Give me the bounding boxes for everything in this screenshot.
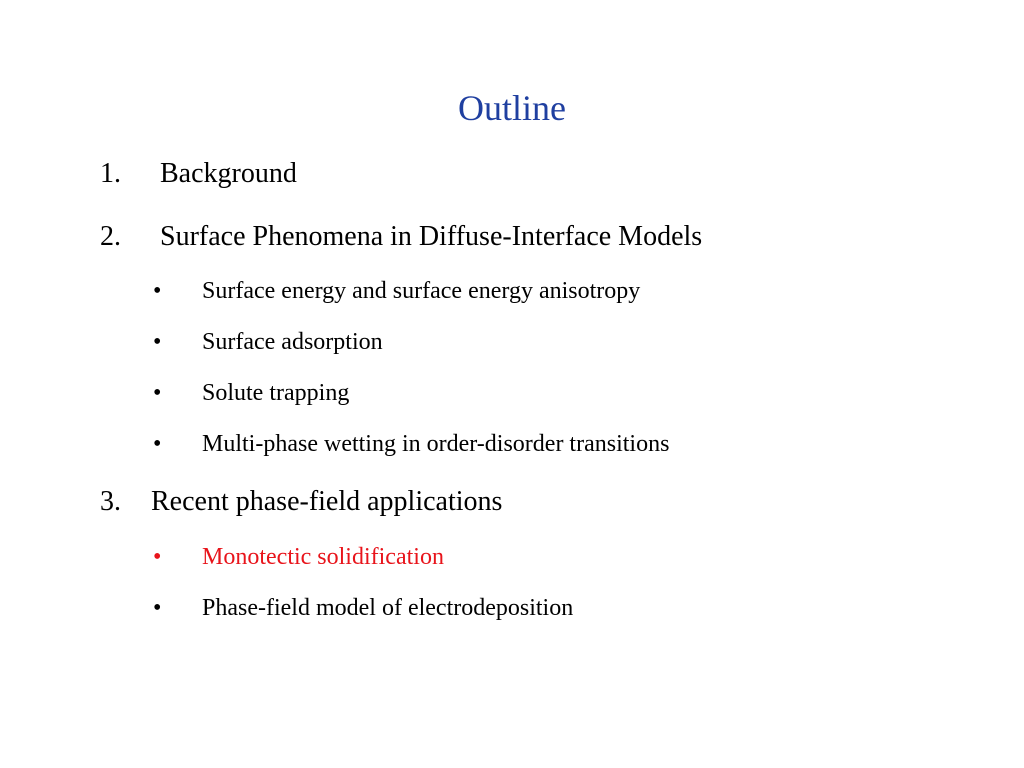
item-label: Surface Phenomena in Diffuse-Interface Models	[160, 221, 703, 252]
outline-item-background	[100, 157, 1000, 191]
slide-title: Outline	[458, 88, 566, 128]
item-label: Background	[160, 158, 297, 189]
item-number: 3.	[100, 486, 121, 517]
subitem-electrodeposition	[153, 593, 1003, 623]
subitem-label: Monotectic solidification	[202, 544, 444, 570]
item-number: 2.	[100, 221, 121, 252]
subitem-label: Multi-phase wetting in order-disorder transitions	[202, 431, 670, 457]
subitem-solute-trapping	[153, 378, 1003, 408]
bullet-icon: •	[153, 431, 162, 457]
bullet-icon: •	[153, 329, 162, 355]
subitem-surface-energy	[153, 276, 1003, 306]
subitem-multi-phase-wetting	[153, 429, 1003, 459]
bullet-icon: •	[153, 595, 162, 621]
bullet-icon: •	[153, 544, 162, 570]
outline-item-surface-phenomena	[100, 220, 1000, 254]
bullet-icon: •	[153, 380, 162, 406]
subitem-label: Solute trapping	[202, 380, 350, 406]
subitem-label: Surface adsorption	[202, 329, 383, 355]
item-label: Recent phase-field applications	[151, 486, 503, 517]
subitem-label: Surface energy and surface energy anisotropy	[202, 278, 641, 304]
subitem-surface-adsorption	[153, 327, 1003, 357]
bullet-icon: •	[153, 278, 162, 304]
subitem-monotectic-solidification	[153, 542, 1003, 572]
item-number: 1.	[100, 158, 121, 189]
subitem-label: Phase-field model of electrodeposition	[202, 595, 574, 621]
outline-item-recent-applications	[100, 485, 1000, 519]
